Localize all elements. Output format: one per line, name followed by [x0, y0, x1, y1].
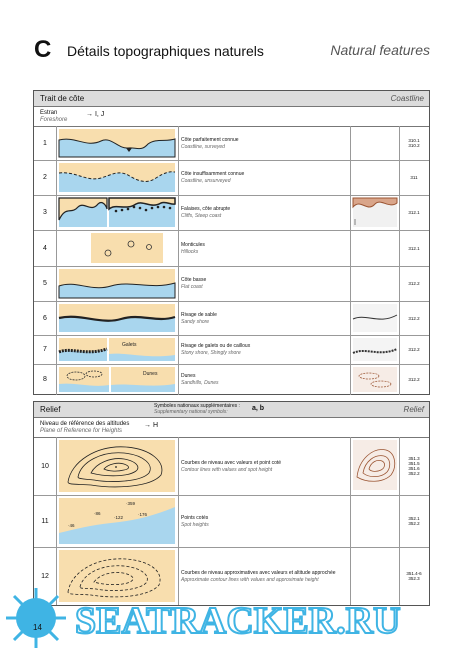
chart-example-cell	[351, 301, 400, 335]
reference-cell: 312.1	[408, 210, 420, 215]
spot-height: ·359	[126, 501, 136, 506]
foreshore-ref: → I, J	[86, 111, 105, 118]
dunes-label: Dunes	[143, 371, 158, 377]
plane-reference-fr: Niveau de référence des altitudes	[40, 421, 130, 427]
row-number: 12	[34, 547, 57, 605]
relief-title-en: Relief	[403, 405, 424, 414]
table-row	[34, 230, 429, 267]
row-number: 1	[34, 126, 57, 160]
coastline-header	[34, 91, 429, 107]
table-row	[34, 437, 429, 496]
description-fr: Rivage de galets ou de cailloux	[181, 343, 251, 349]
description-en: Coastline, surveyed	[181, 143, 225, 150]
row-number: 8	[34, 364, 57, 395]
table-row	[34, 364, 429, 395]
description-fr: Monticules	[181, 241, 205, 248]
description-fr: Dunes	[181, 373, 196, 379]
plane-reference-row	[34, 417, 429, 438]
description-en: Approximate contour lines with values and approximate height	[181, 576, 319, 583]
description-cell	[178, 266, 351, 301]
chart-example-cell	[351, 126, 400, 160]
reference-cell: 312.2	[408, 377, 420, 382]
description-fr: Courbes de niveau approximatives avec valeurs et altitude approchée	[181, 569, 336, 576]
description-fr: Côte basse	[181, 277, 207, 283]
table-row	[34, 195, 429, 231]
chart-example-cell	[351, 195, 400, 230]
sun-logo-icon	[6, 588, 66, 648]
description-cell	[178, 195, 351, 230]
row-number: 4	[34, 230, 57, 266]
description-cell	[178, 364, 351, 395]
description-en: Cliffs, Steep coast	[181, 213, 222, 219]
symbol-cell	[56, 160, 179, 195]
plane-reference-ref: → H	[144, 422, 159, 429]
symbol-cell	[56, 195, 179, 230]
symbol-cell	[56, 364, 179, 395]
dunes-symbol	[56, 364, 178, 395]
reference-cell: 312.2	[408, 347, 420, 352]
symbol-cell	[56, 301, 179, 335]
supplementary-note: Symboles nationaux supplémentaires : Supplementary national symbols:	[154, 403, 240, 415]
chart-example-cell	[351, 495, 400, 547]
row-number: 10	[34, 437, 57, 495]
description-en: Stony shore, Shingly shore	[181, 350, 241, 356]
foreshore-fr: Estran	[40, 110, 58, 116]
cliffs-chart-example	[351, 195, 399, 230]
foreshore-en: Foreshore	[40, 117, 68, 123]
reference-cell: 352.1 352.2	[408, 516, 420, 526]
description-cell	[178, 495, 351, 547]
spot-height: ·46	[68, 523, 75, 528]
row-number: 6	[34, 301, 57, 335]
description-fr: Côte insuffisamment connue	[181, 171, 245, 177]
symbol-cell	[56, 230, 179, 266]
description-en: Flat coast	[181, 284, 203, 290]
symbol-cell	[56, 495, 179, 547]
reference-cell: 312.2	[408, 315, 420, 321]
page-title-en: Natural features	[330, 42, 430, 58]
row-number: 2	[34, 160, 57, 195]
description-en: Sandhills, Dunes	[181, 380, 219, 386]
description-cell	[178, 230, 351, 266]
relief-table	[33, 401, 430, 606]
reference-cell: 351.4-6 352.3	[406, 571, 422, 581]
chart-example-cell	[351, 266, 400, 301]
description-cell	[178, 437, 351, 495]
relief-header	[34, 402, 429, 418]
description-cell	[178, 301, 351, 335]
stony-shore-symbol	[56, 335, 178, 364]
spot-height: ·176	[138, 512, 148, 517]
symbol-cell	[56, 335, 179, 364]
dunes-chart-example	[351, 364, 399, 395]
table-row	[34, 266, 429, 302]
coastline-unsurveyed-symbol	[56, 160, 178, 195]
description-fr: Rivage de sable	[181, 311, 217, 318]
coastline-surveyed-symbol	[56, 126, 178, 160]
description-fr: Courbes de niveau avec valeurs et point coté	[181, 459, 282, 466]
coastline-title-fr: Trait de côte	[40, 94, 85, 103]
sandy-shore-chart-example	[351, 301, 399, 335]
reference-cell: 312.1	[408, 245, 420, 251]
contour-lines-symbol	[56, 437, 178, 495]
table-row	[34, 495, 429, 548]
row-number: 5	[34, 266, 57, 301]
coastline-table	[33, 90, 430, 395]
galets-label: Galets	[122, 342, 137, 348]
table-row	[34, 301, 429, 336]
row-number: 7	[34, 335, 57, 364]
foreshore-row	[34, 106, 429, 127]
description-fr: Falaises, côte abrupte	[181, 206, 231, 212]
chart-example-cell	[351, 335, 400, 364]
stony-shore-chart-example	[351, 335, 399, 364]
watermark	[0, 588, 462, 654]
symbol-cell	[56, 437, 179, 495]
table-row	[34, 160, 429, 196]
symbol-cell	[56, 266, 179, 301]
spot-height: ·86	[94, 511, 101, 516]
section-letter: C	[34, 36, 52, 63]
description-fr: Points cotés	[181, 514, 209, 521]
description-en: Sandy shore	[181, 318, 210, 325]
row-number: 3	[34, 195, 57, 230]
description-cell	[178, 160, 351, 195]
spot-heights-symbol	[56, 495, 178, 547]
table-row	[34, 335, 429, 365]
hillocks-symbol	[56, 230, 178, 266]
reference-cell: 310.1 310.2	[408, 138, 420, 148]
sandy-shore-symbol	[56, 301, 178, 335]
supplementary-ref: a, b	[252, 405, 265, 412]
table-row	[34, 126, 429, 161]
description-en: Hillocks	[181, 248, 199, 255]
cliffs-symbol	[56, 195, 178, 230]
contour-lines-chart-example	[351, 437, 399, 495]
description-en: Spot heights	[181, 521, 209, 528]
spot-height: ·122	[114, 515, 124, 520]
page-title-fr: Détails topographiques naturels	[67, 43, 264, 59]
page-number: 14	[33, 623, 42, 632]
description-cell	[178, 335, 351, 364]
relief-title-fr: Relief	[40, 405, 61, 414]
reference-cell: 351.3 351.5 351.6 352.2	[408, 456, 420, 476]
reference-cell: 312.2	[408, 281, 420, 286]
flat-coast-symbol	[56, 266, 178, 301]
chart-example-cell	[351, 160, 400, 195]
chart-example-cell	[351, 230, 400, 266]
watermark-text: SEATRACKER.RU	[75, 600, 401, 642]
reference-cell: 311	[410, 175, 418, 180]
description-cell	[178, 126, 351, 160]
row-number: 11	[34, 495, 57, 547]
coastline-title-en: Coastline	[390, 94, 424, 103]
chart-example-cell	[351, 364, 400, 395]
description-en: Coastline, unsurveyed	[181, 178, 231, 184]
plane-reference-en: Plane of Reference for Heights	[40, 428, 123, 434]
description-fr: Côte parfaitement connue	[181, 136, 239, 143]
description-en: Contour lines with values and spot height	[181, 466, 273, 473]
symbol-cell	[56, 126, 179, 160]
chart-example-cell	[351, 437, 400, 495]
